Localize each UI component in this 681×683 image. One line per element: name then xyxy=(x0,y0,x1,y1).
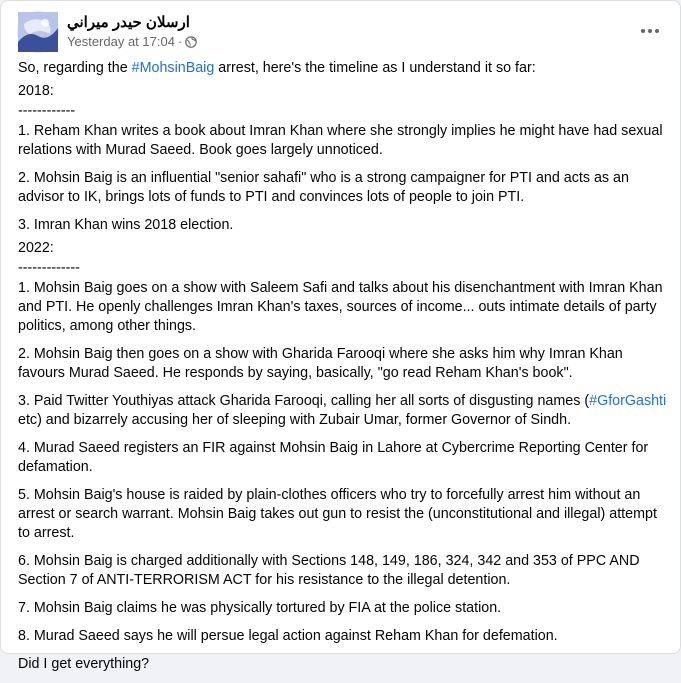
author-name[interactable]: ارسلان حيدر ميراني xyxy=(67,14,190,31)
globe-icon[interactable] xyxy=(185,36,197,48)
list-item: 3. Paid Twitter Youthiyas attack Gharida Farooqi, calling her all sorts of disgusting names (#GforGashti etc) and bizarrely accusing her of sleeping with Zubair Umar, former Governor of Sindh. xyxy=(18,393,667,428)
post-body xyxy=(18,59,668,683)
year-heading-2022: 2022: xyxy=(18,240,54,256)
hashtag-mohsinbaig-link[interactable]: #MohsinBaig xyxy=(131,60,215,76)
list-item: 6. Mohsin Baig is charged additionally with Sections 148, 149, 186, 324, 342 and 353 of PPC AND Section 7 of ANTI-TERRORISM ACT for his resistance to the illegal detention. xyxy=(18,553,640,588)
closing-question: Did I get everything? xyxy=(18,656,150,672)
list-item: 5. Mohsin Baig's house is raided by plain-clothes officers who try to forcefully arrest him without an arrest or search warrant. Mohsin Baig takes out gun to resist the (unconstitutional and illegal) attempt to arrest. xyxy=(18,487,657,541)
avatar-image xyxy=(18,12,58,52)
post-meta xyxy=(67,34,197,49)
timestamp-link[interactable]: Yesterday at 17:04 xyxy=(67,34,175,49)
avatar[interactable] xyxy=(17,11,59,53)
list-item: 7. Mohsin Baig claims he was physically tortured by FIA at the police station. xyxy=(18,600,502,616)
year-heading-2018: 2018: xyxy=(18,83,54,99)
divider-2022: ------------- xyxy=(18,260,80,276)
list-item: 2. Mohsin Baig then goes on a show with Gharida Farooqi where she asks him why Imran Khan favours Murad Saeed. He responds by saying, basically, "go read Reham Khan's book". xyxy=(18,346,623,381)
list-item: 4. Murad Saeed registers an FIR against Mohsin Baig in Lahore at Cybercrime Reporting Center for defamation. xyxy=(18,440,649,475)
list-item: 8. Murad Saeed says he will persue legal action against Reham Khan for defemation. xyxy=(18,628,558,644)
list-item: 2. Mohsin Baig is an influential "senior sahafi" who is a strong campaigner for PTI and acts as an advisor to IK, brings lots of funds to PTI and convinces lots of people to join PTI. xyxy=(18,170,629,205)
list-item: 3. Imran Khan wins 2018 election. xyxy=(18,217,234,233)
post-header xyxy=(17,11,668,55)
list-item: 1. Mohsin Baig goes on a show with Saleem Safi and talks about his disenchantment with Imran Khan and PTI. He openly challenges Imran Khan's taxes, sources of income... outs intimate details of party politics, among other things. xyxy=(18,280,663,334)
more-horizontal-icon xyxy=(640,28,660,34)
meta-separator: · xyxy=(177,34,183,49)
intro-text: So, regarding the #MohsinBaig arrest, here's the timeline as I understand it so far: xyxy=(18,60,536,76)
more-options-button[interactable] xyxy=(636,19,664,43)
divider-2018: ------------ xyxy=(18,103,76,119)
list-item: 1. Reham Khan writes a book about Imran Khan where she strongly implies he might have had sexual relations with Murad Saeed. Book goes largely unnoticed. xyxy=(18,123,663,158)
hashtag-gforgashti-link[interactable]: #GforGashti xyxy=(589,393,667,409)
